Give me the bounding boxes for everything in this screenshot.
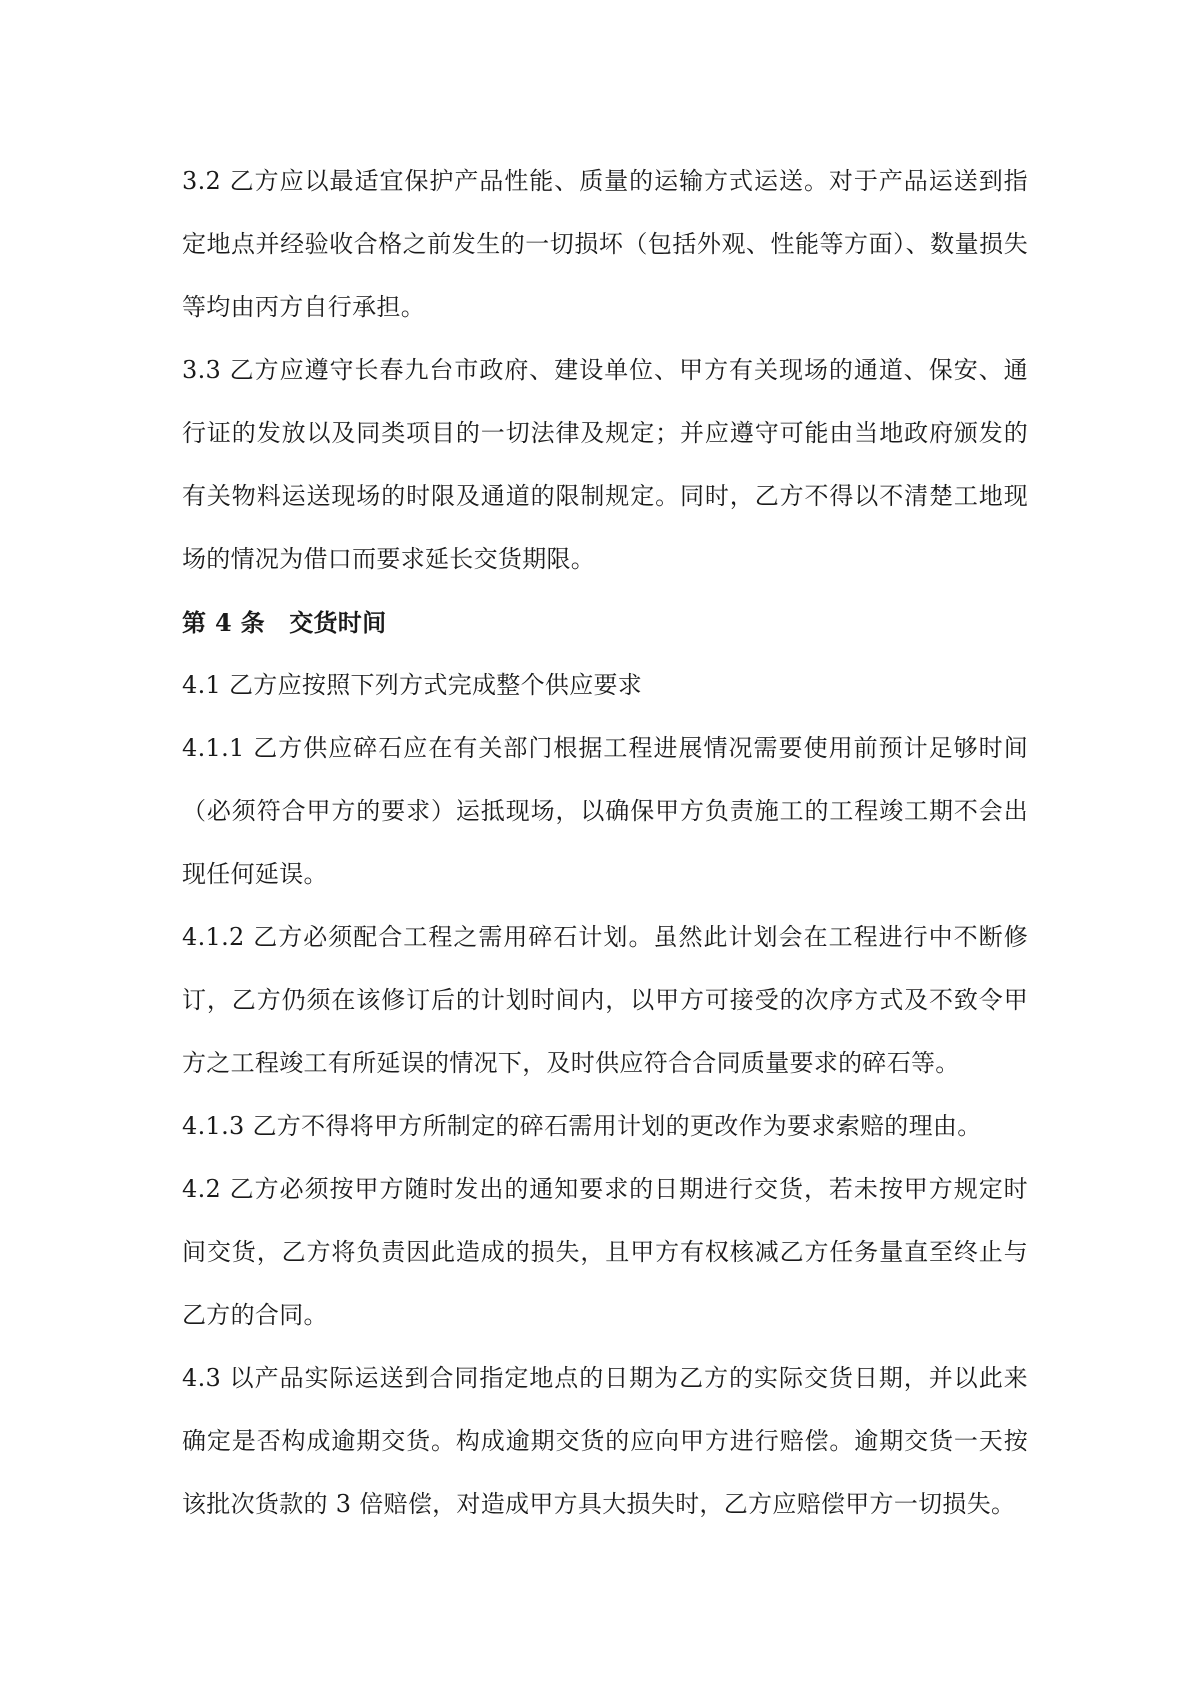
document-body: [182, 150, 1028, 1536]
clause-3-2: 3.2 乙方应以最适宜保护产品性能、质量的运输方式运送。对于产品运送到指定地点并经验收合格之前发生的一切损坏（包括外观、性能等方面）、数量损失等均由丙方自行承担。: [182, 167, 1028, 321]
article-4-heading: 第 4 条 交货时间: [182, 608, 387, 637]
clause-4-3: 4.3 以产品实际运送到合同指定地点的日期为乙方的实际交货日期，并以此来确定是否构成逾期交货。构成逾期交货的应向甲方进行赔偿。逾期交货一天按该批次货款的 3 倍赔偿，对造成甲方具大损失时，乙方应赔偿甲方一切损失。: [182, 1364, 1028, 1518]
clause-3-3: 3.3 乙方应遵守长春九台市政府、建设单位、甲方有关现场的通道、保安、通行证的发放以及同类项目的一切法律及规定；并应遵守可能由当地政府颁发的有关物料运送现场的时限及通道的限制规定。同时，乙方不得以不清楚工地现场的情况为借口而要求延长交货期限。: [182, 356, 1028, 573]
clause-4-1-2: 4.1.2 乙方必须配合工程之需用碎石计划。虽然此计划会在工程进行中不断修订，乙方仍须在该修订后的计划时间内，以甲方可接受的次序方式及不致令甲方之工程竣工有所延误的情况下，及时供应符合合同质量要求的碎石等。: [182, 923, 1028, 1077]
clause-4-2: 4.2 乙方必须按甲方随时发出的通知要求的日期进行交货，若未按甲方规定时间交货，乙方将负责因此造成的损失，且甲方有权核减乙方任务量直至终止与乙方的合同。: [182, 1175, 1028, 1329]
clause-4-1: 4.1 乙方应按照下列方式完成整个供应要求: [182, 671, 643, 699]
clause-4-1-3: 4.1.3 乙方不得将甲方所制定的碎石需用计划的更改作为要求索赔的理由。: [182, 1112, 982, 1140]
clause-4-1-1: 4.1.1 乙方供应碎石应在有关部门根据工程进展情况需要使用前预计足够时间（必须符合甲方的要求）运抵现场，以确保甲方负责施工的工程竣工期不会出现任何延误。: [182, 734, 1028, 888]
